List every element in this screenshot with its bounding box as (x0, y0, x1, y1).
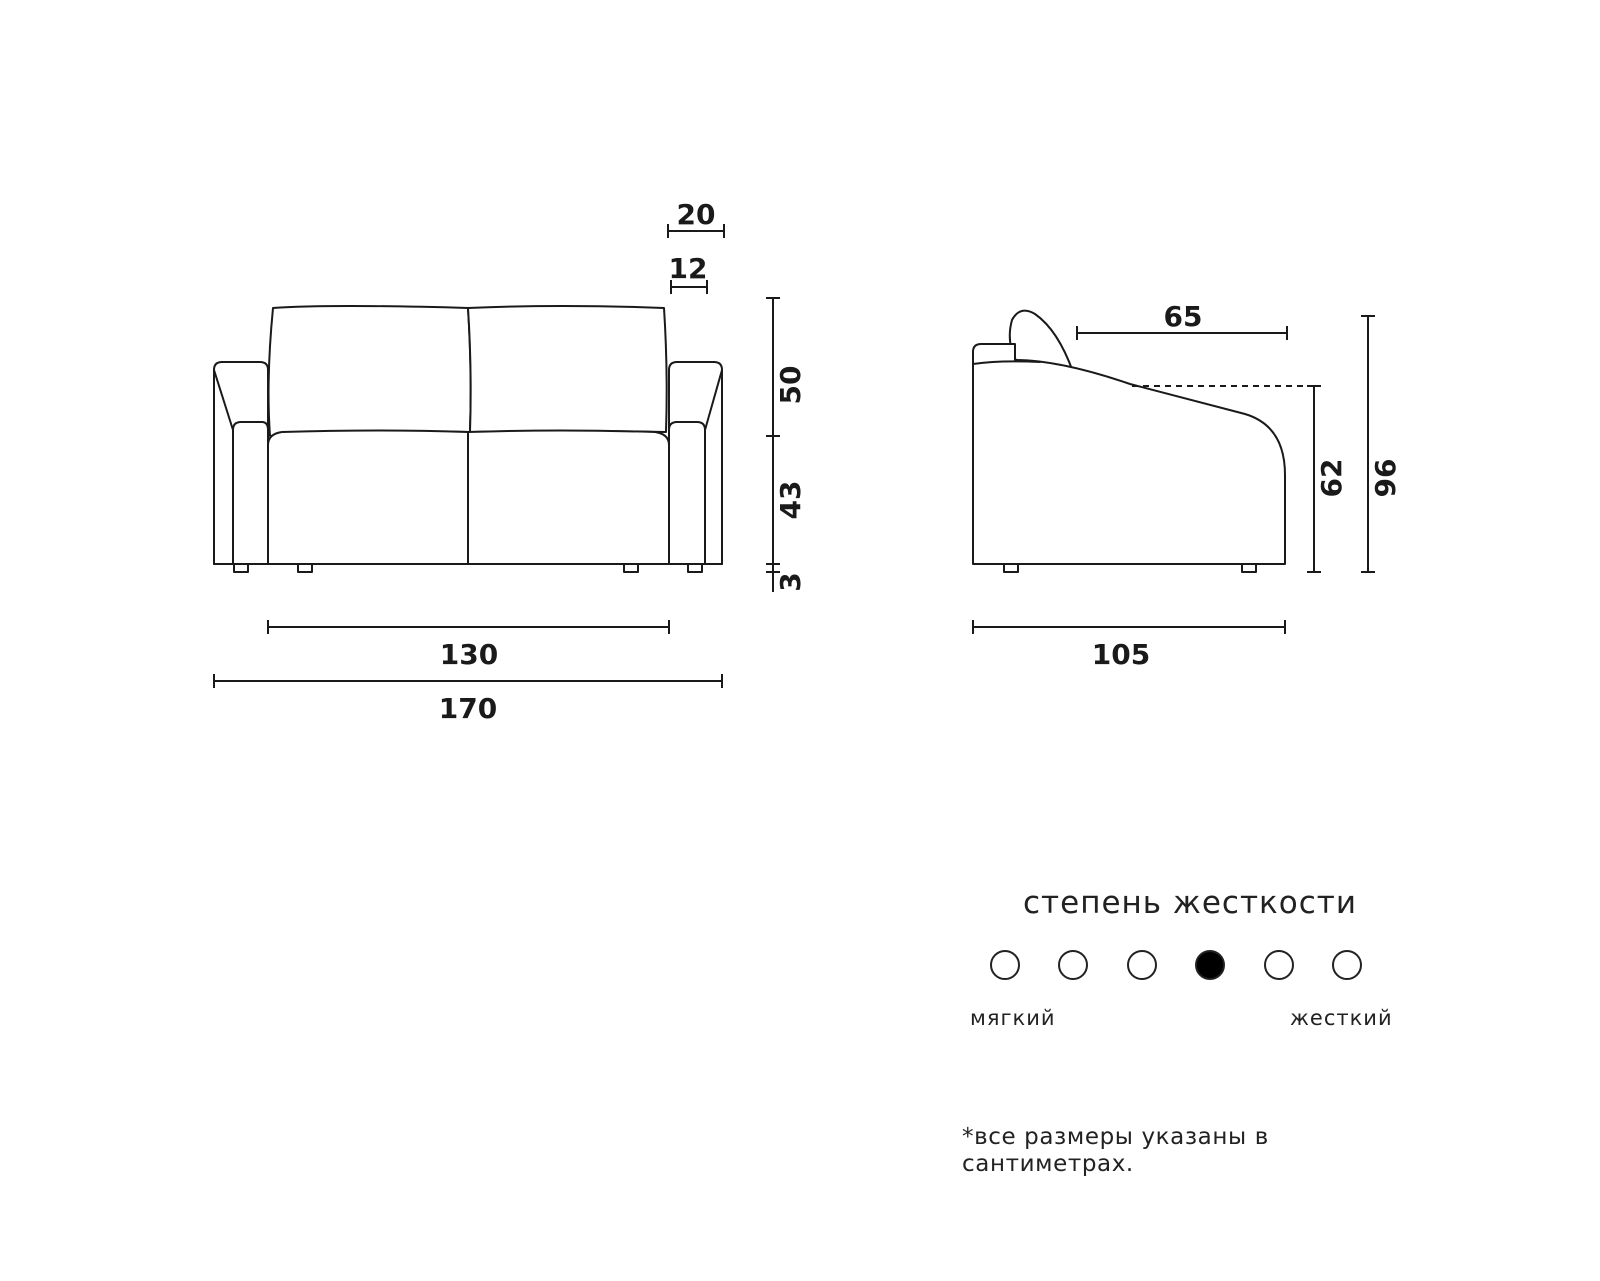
dim-label-62: 62 (1315, 458, 1348, 498)
dim-label-50: 50 (774, 365, 807, 405)
dim-armrest-outer (668, 198, 724, 238)
firmness-dot-6 (1332, 950, 1362, 980)
dim-label-20: 20 (676, 198, 716, 231)
units-footnote: *все размеры указаны в сантиметрах. (962, 1124, 1269, 1177)
leg (624, 564, 638, 572)
dim-label-12: 12 (668, 252, 708, 285)
back-cushion-right (468, 306, 667, 432)
seat-cushion-right (468, 431, 669, 565)
seat-cushion-left (268, 431, 468, 565)
dim-seat-depth (1077, 300, 1287, 340)
firmness-max-label: жесткий (1290, 1006, 1393, 1030)
dim-label-65: 65 (1163, 300, 1203, 333)
firmness-dot-1 (990, 950, 1020, 980)
armrest-left-front (233, 422, 268, 564)
dim-armrest-height (1307, 386, 1348, 572)
leg (1004, 564, 1018, 572)
dim-total-depth (973, 620, 1285, 671)
dim-total-height (1361, 316, 1402, 572)
firmness-title: степень жесткости (1023, 885, 1357, 921)
firmness-scale (990, 950, 1362, 990)
firmness-dot-3 (1127, 950, 1157, 980)
side-body (973, 344, 1285, 564)
dim-armrest-inner (669, 252, 708, 294)
armrest-right-front (669, 422, 705, 564)
firmness-dot-5 (1264, 950, 1294, 980)
dim-label-130: 130 (439, 638, 499, 671)
leg (1242, 564, 1256, 572)
side-view (973, 300, 1402, 671)
dim-total-width (214, 674, 722, 725)
dim-label-105: 105 (1091, 638, 1151, 671)
firmness-min-label: мягкий (970, 1006, 1056, 1030)
firmness-dot-2 (1058, 950, 1088, 980)
back-cushion-left (269, 306, 471, 436)
leg (298, 564, 312, 572)
leg (234, 564, 248, 572)
dim-label-96: 96 (1369, 458, 1402, 498)
dim-seat-width (268, 620, 669, 671)
dim-vertical-front (766, 298, 807, 592)
dim-label-3: 3 (774, 572, 807, 592)
dim-label-43: 43 (774, 480, 807, 520)
firmness-dot-4-selected (1195, 950, 1225, 980)
front-view (214, 198, 807, 725)
dim-label-170: 170 (438, 692, 498, 725)
leg (688, 564, 702, 572)
